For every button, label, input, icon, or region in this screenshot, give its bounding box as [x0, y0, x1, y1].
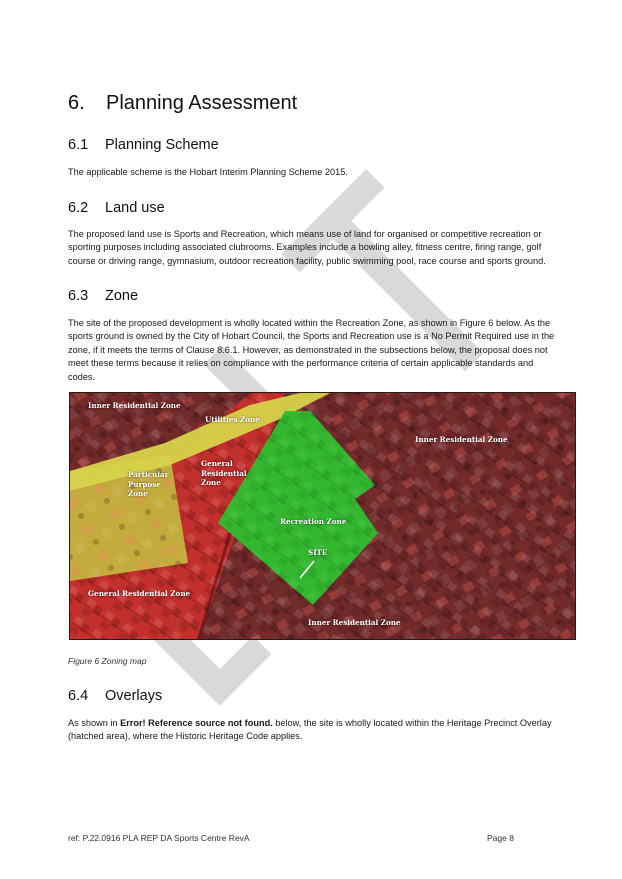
section-title: Planning Scheme [105, 137, 219, 153]
section-title: Zone [105, 288, 139, 304]
label-inner-residential-bottom: Inner Residential Zone [308, 618, 401, 627]
section-heading-zone [68, 288, 138, 304]
footer-reference: ref: P.22.0916 PLA REP DA Sports Centre RevA [68, 833, 250, 843]
heading-title: Planning Assessment [106, 92, 298, 114]
page-heading [68, 92, 297, 115]
label-general-residential-bottom: General Residential Zone [88, 589, 191, 598]
section-heading-overlays [68, 688, 162, 704]
section-number: 6.1 [68, 137, 89, 153]
label-recreation-zone: Recreation Zone [280, 517, 347, 526]
section-body-planning-scheme: The applicable scheme is the Hobart Interim Planning Scheme 2015. [68, 167, 348, 177]
label-inner-residential-top-left: Inner Residential Zone [88, 401, 181, 410]
section-heading-land-use [68, 200, 165, 216]
section-body-zone: The site of the proposed development is wholly located within the Recreation Zone, as shown in Figure 6 below. As the sports ground is owned by the City of Hobart Council, the Sports and Recreation use is a No Permit Required use in the zone, if it meets the terms of Clause 8.6.1. However, as demonstrated in the subsections below, the proposal does not meet these terms because it relies on compliance with the performance criteria of certain applicable standards and codes. [68, 318, 555, 382]
section-title: Land use [105, 200, 165, 216]
label-general-residential-zone: General Residential Zone [201, 459, 247, 487]
heading-number: 6. [68, 92, 85, 114]
section-number: 6.4 [68, 688, 89, 704]
broken-reference: Error! Reference source not found. [120, 718, 273, 728]
figure-caption: Figure 6 Zoning map [68, 656, 147, 666]
section-heading-planning-scheme [68, 137, 219, 153]
label-site: SITE [308, 548, 328, 557]
footer-page-number: Page 8 [487, 833, 514, 843]
section-title: Overlays [105, 688, 163, 704]
section-body-overlays: As shown in Error! Reference source not found. below, the site is wholly located within the Heritage Precinct Overlay (hatched area), where the Historic Heritage Code applies. [68, 718, 552, 742]
section-number: 6.2 [68, 200, 89, 216]
label-particular-purpose-zone: Particular Purpose Zone [128, 470, 169, 498]
label-inner-residential-right: Inner Residential Zone [415, 435, 508, 444]
label-utilities-zone: Utilities Zone [205, 415, 260, 424]
section-number: 6.3 [68, 288, 89, 304]
zoning-map [69, 392, 576, 640]
section-body-land-use: The proposed land use is Sports and Recreation, which means use of land for organised or competitive recreation or sporting purposes including associated clubrooms. Examples include a bowling alley, fitness centre, firing range, golf course or driving range, gymnasium, outdoor recreation facility, public swimming pool, race course and sports ground. [68, 229, 546, 266]
